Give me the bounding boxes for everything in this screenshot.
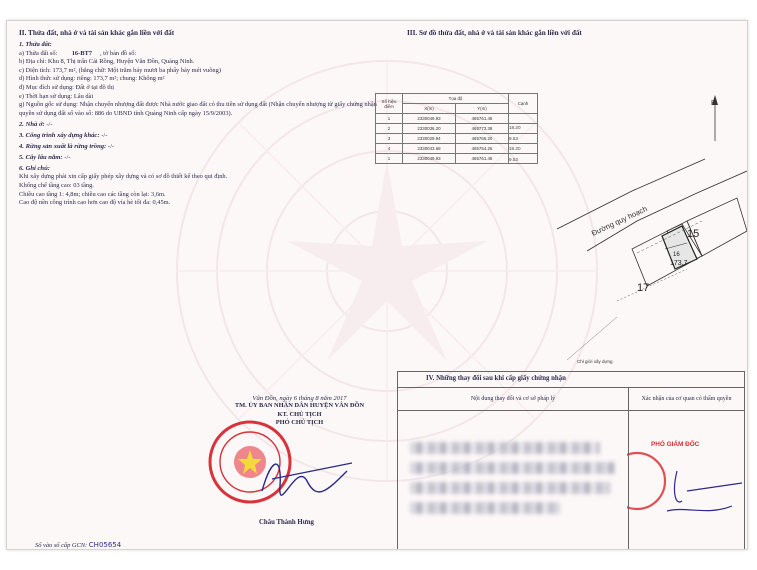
cell-x: 2330036.20 <box>403 124 456 134</box>
redacted-text <box>410 442 600 454</box>
cell-y: 465754.26 <box>456 144 509 154</box>
forest-row <box>19 142 391 151</box>
authority-line: TM. ỦY BAN NHÂN DÂN HUYỆN VÂN ĐỒN <box>234 402 365 409</box>
parcel-number-row <box>19 50 391 59</box>
section-ii-title: II. Thửa đất, nhà ở và tài sản khác gắn liền với đất <box>19 29 175 37</box>
house-label: 2. Nhà ở: <box>19 121 45 129</box>
house-value: -/- <box>46 121 53 129</box>
header-point: Số hiệu điểm <box>376 94 403 114</box>
edge-length: 9.53 <box>509 135 518 141</box>
cell-point: 1 <box>376 154 403 164</box>
signer-name: Châu Thành Hưng <box>259 519 314 526</box>
house-row <box>19 120 391 129</box>
section-iii-title: III. Sơ đồ thửa đất, nhà ở và tài sản khác gắn liền với đất <box>407 29 582 37</box>
parcel-number-value: 16-BT7 <box>71 49 92 57</box>
certificate-page <box>6 20 748 550</box>
changes-title: IV. Những thay đổi sau khi cấp giấy chứng nhận <box>398 372 744 388</box>
forest-value: -/- <box>107 143 115 151</box>
changes-col-content: Nội dung thay đổi và cơ sở pháp lý <box>398 388 629 410</box>
note-line: Chiều cao tầng 1: 4,8m; chiều cao các tầng còn lại: 3,6m. <box>19 190 166 198</box>
gcn-value: CH05654 <box>88 541 122 549</box>
perennial-row <box>19 153 391 162</box>
header-coord: Tọa độ <box>403 94 509 104</box>
left-column <box>19 29 391 208</box>
north-label: B <box>711 100 716 107</box>
lot-16-label: 16 <box>673 252 680 258</box>
gcn-label: Số vào sổ cấp GCN: <box>35 542 88 549</box>
build-line-label: Chỉ giới xây dựng <box>577 359 613 364</box>
table-row <box>376 114 538 124</box>
note-line: Cao độ nền công trình cao hơn cao độ vỉa hè tối đa: 0,45m. <box>19 199 171 207</box>
gcn-number-row <box>35 541 121 549</box>
parcel-number-label: a) Thửa đất số: <box>19 49 58 57</box>
cell-x: 2330049.93 <box>403 154 456 164</box>
lot-16-area: 173.7 <box>670 260 688 267</box>
redacted-text <box>410 462 615 474</box>
cell-point: 4 <box>376 144 403 154</box>
header-x: X(m) <box>403 104 456 114</box>
perennial-value: -/- <box>64 154 71 162</box>
deputy-director-label: PHÓ GIÁM ĐỐC <box>651 441 700 448</box>
construction-row <box>19 131 391 140</box>
cell-point: 3 <box>376 134 403 144</box>
header-edge: Cạnh <box>509 94 538 114</box>
cell-point: 1 <box>376 114 403 124</box>
cell-y: 465761.45 <box>456 154 509 164</box>
cell-edge <box>509 114 538 124</box>
cell-x: 2330049.93 <box>403 114 456 124</box>
road-label: Đường quy hoạch <box>590 204 649 238</box>
note-line: Khống chế tầng cao: 03 tầng. <box>19 181 94 189</box>
changes-content-cell <box>398 408 629 550</box>
cell-y: 465761.45 <box>456 114 509 124</box>
edge-lengths <box>509 125 521 168</box>
cell-x: 2330029.94 <box>403 134 456 144</box>
cell-y: 465766.20 <box>456 134 509 144</box>
confirmation-signature-icon <box>647 461 747 521</box>
cell-point: 2 <box>376 124 403 134</box>
parcel-diagram <box>537 81 747 371</box>
vice-chair-line: PHÓ CHỦ TỊCH <box>275 419 324 426</box>
cell-y: 465773.39 <box>456 124 509 134</box>
right-column <box>407 29 741 41</box>
lot-17-label: 17 <box>637 282 650 294</box>
cell-x: 2330043.68 <box>403 144 456 154</box>
redacted-text <box>410 502 560 514</box>
edge-length: 18.20 <box>509 125 521 130</box>
construction-label: 3. Công trình xây dựng khác: <box>19 132 100 140</box>
usage-form: d) Hình thức sử dụng: riêng: 173,7 m²; chung: Không m² <box>19 75 165 83</box>
usage-term: e) Thời hạn sử dụng: Lâu dài <box>19 92 94 100</box>
signature-scribble-icon <box>252 451 362 506</box>
changes-col-confirmation: Xác nhận của cơ quan có thẩm quyền <box>641 396 732 402</box>
parcel-heading: 1. Thửa đất: <box>19 41 52 48</box>
kt-line: KT. CHỦ TỊCH <box>277 410 322 418</box>
usage-purpose: đ) Mục đích sử dụng: Đất ở tại đô thị <box>19 83 115 91</box>
issue-date: Vân Đồn, ngày 6 tháng 8 năm 2017 <box>252 395 347 402</box>
notes-heading: 6. Ghi chú: <box>19 165 50 173</box>
construction-value: -/- <box>101 132 108 140</box>
perennial-label: 5. Cây lâu năm: <box>19 154 63 162</box>
address: b) Địa chỉ: Khu 8, Thị trấn Cái Rồng, Huyện Vân Đồn, Quảng Ninh. <box>19 58 195 66</box>
lot-15-label: 15 <box>687 228 700 240</box>
edge-length: 9.53 <box>509 157 518 163</box>
redacted-text <box>410 482 610 494</box>
header-y: Y(m) <box>456 104 509 114</box>
area: c) Diện tích: 173,7 m², (bằng chữ: Một trăm bảy mươi ba phẩy bảy mét vuông) <box>19 66 221 74</box>
edge-length: 18.20 <box>509 146 521 152</box>
map-sheet-label: , tờ bản đồ số: <box>99 49 137 57</box>
usage-origin: g) Nguồn gốc sử dụng: Nhận chuyển nhượng đất được Nhà nước giao đất có thu tiền sử dụng đất (Nhận chuyển nhượng từ giấy chứng nhận quyền sử dụng đất số vào sổ: 886 do UBND tỉnh Quảng Ninh cấp ngày 15/9/2003). <box>19 101 377 117</box>
note-line: Khi xây dựng phải xin cấp giấy phép xây dựng và có sơ đồ thiết kế theo qui định. <box>19 173 228 181</box>
forest-label: 4. Rừng sản xuất là rừng trồng: <box>19 143 107 151</box>
